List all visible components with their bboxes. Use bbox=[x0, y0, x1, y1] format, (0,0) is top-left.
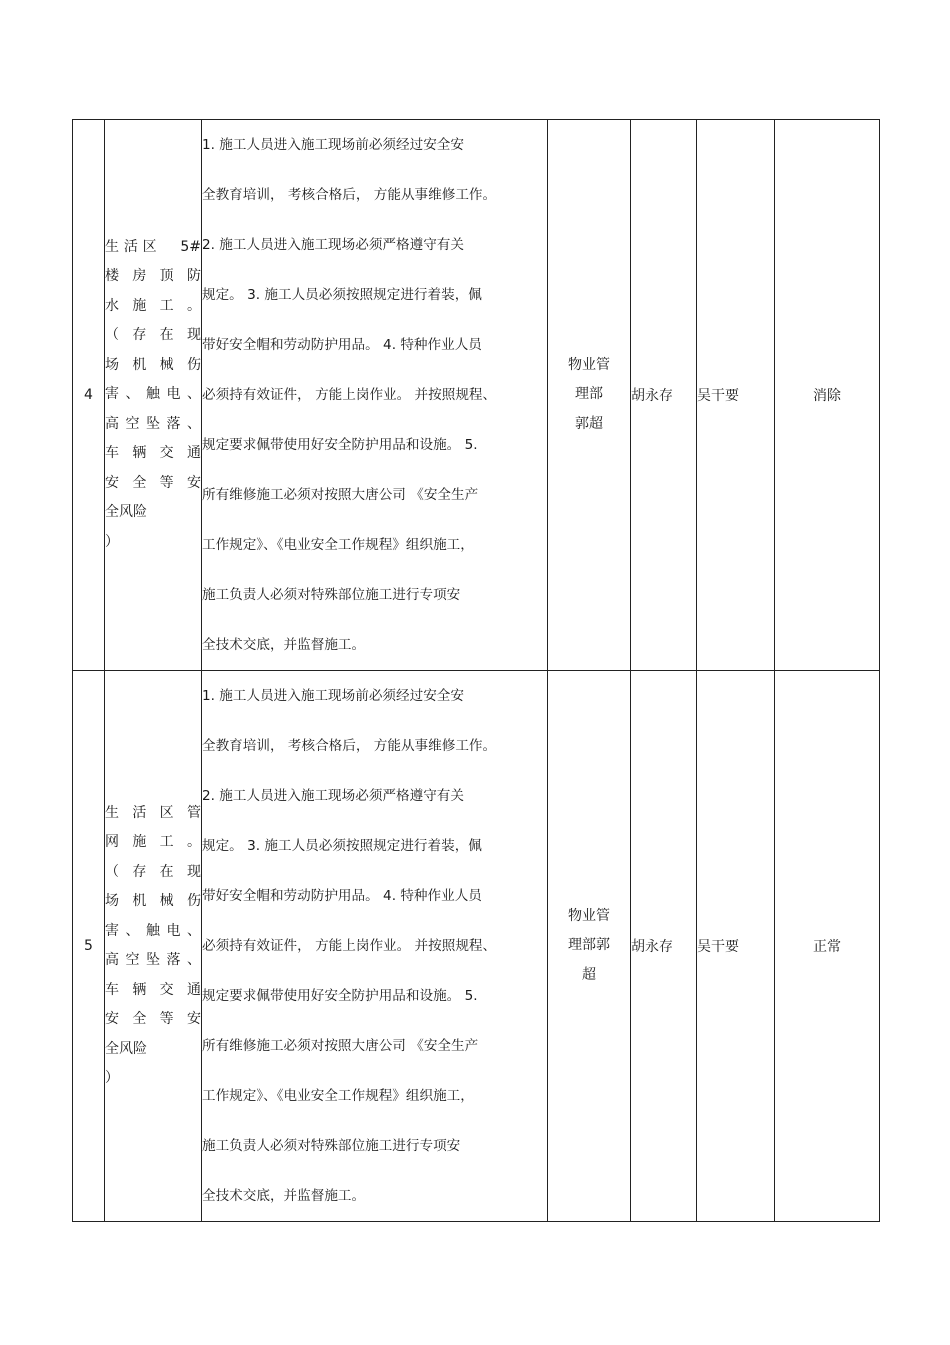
status-cell: 正常 bbox=[775, 671, 880, 1222]
work-area-line: 生活区管 bbox=[105, 804, 201, 821]
work-area-line: 网施工。 bbox=[105, 834, 201, 850]
measure-line: 工作规定》、《电业安全工作规程》组织施工， bbox=[202, 1088, 474, 1104]
measure-line: 规定要求佩带使用好安全防护用品和设施。 5. bbox=[202, 437, 478, 453]
work-area-line: （存在现 bbox=[105, 863, 201, 880]
work-area-line: 车辆交通 bbox=[105, 445, 201, 462]
table-row bbox=[73, 120, 880, 671]
measure-line: 带好安全帽和劳动防护用品。 4. 特种作业人员 bbox=[202, 337, 482, 353]
measure-line: 规定。 3. 施工人员必须按照规定进行着装，佩 bbox=[202, 838, 482, 854]
measure-line: 全技术交底，并监督施工。 bbox=[202, 1188, 366, 1204]
risk-control-table bbox=[72, 119, 880, 1222]
measure-line: 全教育培训， 考核合格后， 方能从事维修工作。 bbox=[202, 738, 497, 754]
department-line: 超 bbox=[582, 966, 596, 983]
work-area-line: 场机械伤 bbox=[105, 356, 201, 373]
measure-line: 全教育培训， 考核合格后， 方能从事维修工作。 bbox=[202, 187, 497, 203]
measure-line: 必须持有效证件， 方能上岗作业。 并按照规程、 bbox=[202, 938, 497, 954]
row-number: 4 bbox=[73, 120, 105, 671]
work-area-line: 全风险 bbox=[105, 1040, 147, 1057]
work-area-line: （存在现 bbox=[105, 327, 201, 344]
measure-line: 工作规定》、《电业安全工作规程》组织施工， bbox=[202, 537, 474, 553]
measure-line: 规定。 3. 施工人员必须按照规定进行着装，佩 bbox=[202, 287, 482, 303]
status-cell: 消除 bbox=[775, 120, 880, 671]
measure-line: 1. 施工人员进入施工现场前必须经过安全安 bbox=[202, 137, 464, 153]
work-area-line: 害、触电、 bbox=[105, 922, 201, 939]
measure-line: 规定要求佩带使用好安全防护用品和设施。 5. bbox=[202, 988, 478, 1004]
department-line: 物业管 bbox=[568, 907, 610, 924]
work-area-line: 车辆交通 bbox=[105, 981, 201, 998]
work-area-line: 生活区 5# bbox=[105, 238, 201, 255]
measure-line: 必须持有效证件， 方能上岗作业。 并按照规程、 bbox=[202, 387, 497, 403]
work-area-line: 害、触电、 bbox=[105, 386, 201, 403]
department-line: 物业管 bbox=[568, 356, 610, 373]
safety-measures-cell bbox=[202, 671, 548, 1222]
work-area-line: 高空坠落、 bbox=[105, 415, 201, 432]
department-line: 理部郭 bbox=[568, 937, 610, 954]
work-area-line: 安全等安 bbox=[105, 474, 201, 491]
measure-line: 2. 施工人员进入施工现场必须严格遵守有关 bbox=[202, 788, 464, 804]
responsible-person-cell: 胡永存 bbox=[631, 120, 697, 671]
measure-line: 带好安全帽和劳动防护用品。 4. 特种作业人员 bbox=[202, 888, 482, 904]
work-area-line: ） bbox=[105, 533, 119, 550]
work-area-line: 全风险 bbox=[105, 504, 147, 521]
work-area-line: 水施工。 bbox=[105, 297, 201, 314]
measure-line: 2. 施工人员进入施工现场必须严格遵守有关 bbox=[202, 237, 464, 253]
measure-line: 1. 施工人员进入施工现场前必须经过安全安 bbox=[202, 688, 464, 704]
responsible-department-cell bbox=[548, 671, 631, 1222]
department-line: 理部 bbox=[575, 386, 603, 403]
row-number: 5 bbox=[73, 671, 105, 1222]
supervisor-cell: 吴干要 bbox=[697, 120, 775, 671]
safety-measures-cell bbox=[202, 120, 548, 671]
department-line: 郭超 bbox=[575, 415, 603, 432]
supervisor-cell: 吴干要 bbox=[697, 671, 775, 1222]
measure-line: 施工负责人必须对特殊部位施工进行专项安 bbox=[202, 587, 461, 603]
work-area-line: 高空坠落、 bbox=[105, 952, 201, 968]
responsible-department-cell bbox=[548, 120, 631, 671]
work-area-line: 场机械伤 bbox=[105, 893, 201, 909]
measure-line: 施工负责人必须对特殊部位施工进行专项安 bbox=[202, 1138, 461, 1154]
measure-line: 全技术交底，并监督施工。 bbox=[202, 637, 366, 653]
work-area-cell bbox=[105, 120, 202, 671]
measure-line: 所有维修施工必须对按照大唐公司 《安全生产 bbox=[202, 1038, 479, 1054]
work-area-line: 安全等安 bbox=[105, 1011, 201, 1027]
table-row bbox=[73, 671, 880, 1222]
work-area-cell bbox=[105, 671, 202, 1222]
responsible-person-cell: 胡永存 bbox=[631, 671, 697, 1222]
work-area-line: ） bbox=[105, 1070, 119, 1086]
measure-line: 所有维修施工必须对按照大唐公司 《安全生产 bbox=[202, 487, 479, 503]
work-area-line: 楼房顶防 bbox=[105, 268, 201, 285]
